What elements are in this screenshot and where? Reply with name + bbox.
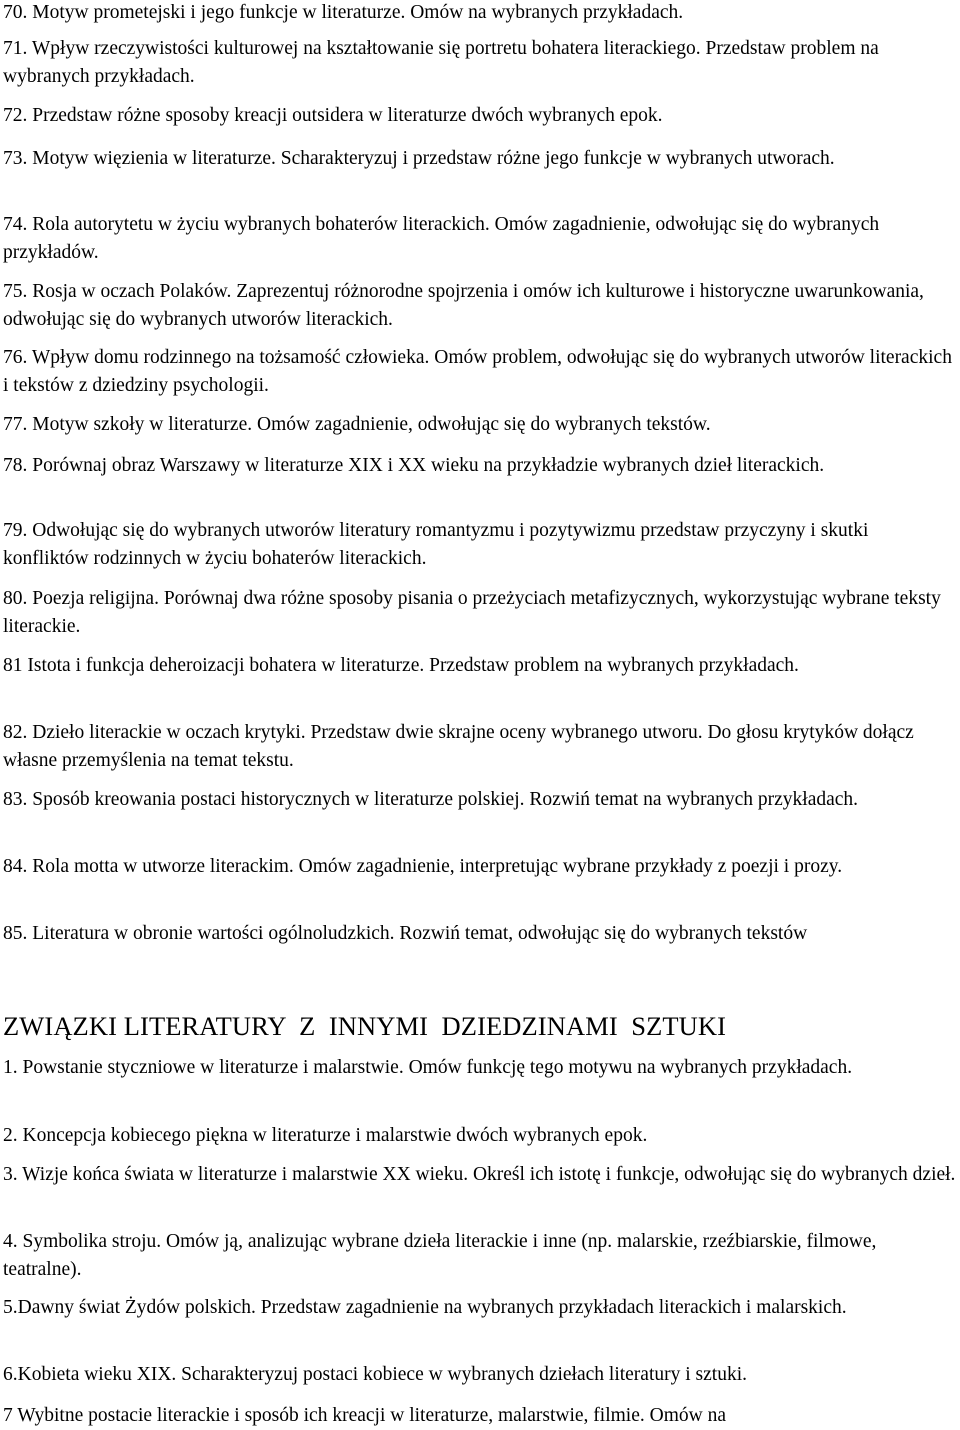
topic-81: 81 Istota i funkcja deheroizacji bohatera w literaturze. Przedstaw problem na wybranych przykładach. <box>3 655 799 676</box>
topic-77: 77. Motyw szkoły w literaturze. Omów zagadnienie, odwołując się do wybranych tekstów. <box>3 414 711 435</box>
art-topic-2: 2. Koncepcja kobiecego piękna w literaturze i malarstwie dwóch wybranych epok. <box>3 1125 648 1146</box>
art-topic-7: 7 Wybitne postacie literackie i sposób ich kreacji w literaturze, malarstwie, filmie. Omów na <box>3 1405 726 1426</box>
art-topic-5: 5.Dawny świat Żydów polskich. Przedstaw zagadnienie na wybranych przykładach literackich i malarskich. <box>3 1297 847 1318</box>
art-topic-1: 1. Powstanie styczniowe w literaturze i malarstwie. Omów funkcję tego motywu na wybranych przykładach. <box>3 1057 853 1078</box>
topic-72: 72. Przedstaw różne sposoby kreacji outsidera w literaturze dwóch wybranych epok. <box>3 105 663 126</box>
topic-70: 70. Motyw prometejski i jego funkcje w literaturze. Omów na wybranych przykładach. <box>3 2 684 23</box>
art-topic-3: 3. Wizje końca świata w literaturze i malarstwie XX wieku. Określ ich istotę i funkcje, odwołując się do wybranych dzieł. <box>3 1164 956 1185</box>
topic-74: 74. Rola autorytetu w życiu wybranych bohaterów literackich. Omów zagadnienie, odwołując się do wybranych przykładów. <box>3 214 880 263</box>
topic-83: 83. Sposób kreowania postaci historycznych w literaturze polskiej. Rozwiń temat na wybranych przykładach. <box>3 789 859 810</box>
topic-75: 75. Rosja w oczach Polaków. Zaprezentuj różnorodne spojrzenia i omów ich kulturowe i historyczne uwarunkowania, odwołując się do wybranych utworów literackich. <box>3 281 924 330</box>
section-heading: ZWIĄZKI LITERATURY Z INNYMI DZIEDZINAMI SZTUKI <box>3 1011 727 1041</box>
topic-78: 78. Porównaj obraz Warszawy w literaturze XIX i XX wieku na przykładzie wybranych dzieł literackich. <box>3 455 825 476</box>
topic-71: 71. Wpływ rzeczywistości kulturowej na kształtowanie się portretu bohatera literackiego. Przedstaw problem na wybranych przykładach. <box>3 38 879 87</box>
topic-76: 76. Wpływ domu rodzinnego na tożsamość człowieka. Omów problem, odwołując się do wybranych utworów literackich i tekstów z dziedziny psychologii. <box>3 347 952 396</box>
topic-80: 80. Poezja religijna. Porównaj dwa różne sposoby pisania o przeżyciach metafizycznych, wykorzystując wybrane teksty literackie. <box>3 588 941 637</box>
art-topic-4: 4. Symbolika stroju. Omów ją, analizując wybrane dzieła literackie i inne (np. malarskie, rzeźbiarskie, filmowe, teatralne). <box>3 1231 877 1280</box>
topic-79: 79. Odwołując się do wybranych utworów literatury romantyzmu i pozytywizmu przedstaw przyczyny i skutki konfliktów rodzinnych w życiu bohaterów literackich. <box>3 520 869 569</box>
topic-82: 82. Dzieło literackie w oczach krytyki. Przedstaw dwie skrajne oceny wybranego utworu. Do głosu krytyków dołącz własne przemyślenia na temat tekstu. <box>3 722 914 771</box>
topic-73: 73. Motyw więzienia w literaturze. Scharakteryzuj i przedstaw różne jego funkcje w wybranych utworach. <box>3 148 835 169</box>
topic-85: 85. Literatura w obronie wartości ogólnoludzkich. Rozwiń temat, odwołując się do wybranych tekstów <box>3 923 808 944</box>
topic-84: 84. Rola motta w utworze literackim. Omów zagadnienie, interpretując wybrane przykłady z poezji i prozy. <box>3 856 843 877</box>
art-topic-6: 6.Kobieta wieku XIX. Scharakteryzuj postaci kobiece w wybranych dziełach literatury i sztuki. <box>3 1364 747 1385</box>
